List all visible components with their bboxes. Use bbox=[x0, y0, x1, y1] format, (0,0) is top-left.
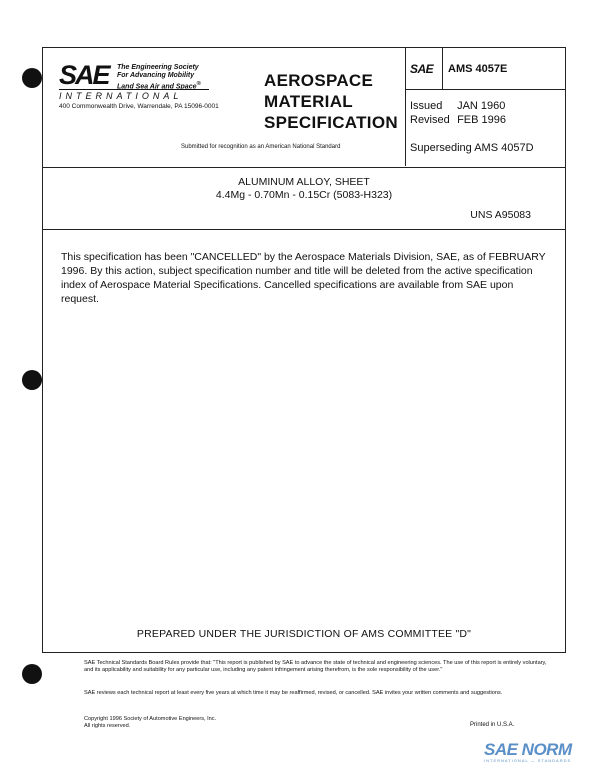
ams-number: AMS 4057E bbox=[448, 63, 508, 75]
printed-in: Printed in U.S.A. bbox=[470, 722, 515, 728]
footer-copyright: Copyright 1996 Society of Automotive Engineers, Inc. All rights reserved. bbox=[84, 716, 217, 729]
sae-logo-mark: SAE bbox=[59, 60, 109, 90]
committee-jurisdiction: PREPARED UNDER THE JURISDICTION OF AMS COMMITTEE "D" bbox=[136, 628, 472, 640]
footer-rules: SAE Technical Standards Board Rules provide that: "This report is published by SAE to advance the state of technical and engineering sciences. The use of this report is entirely voluntary, and its applicability and suitability for any particular use, including any patent infringement arising therefrom, is the sole responsibility of the user." bbox=[84, 660, 547, 673]
cancellation-notice: This specification has been "CANCELLED" by the Aerospace Materials Division, SAE, as of FEBRUARY 1996. By this action, subject specification number and title will be deleted from the active specification index of Aerospace Material Specifications. Cancelled specifications are available from SAE upon request. bbox=[61, 251, 546, 305]
sae-norm-watermark: SAE NORM INTERNATIONAL — STANDARDS bbox=[484, 740, 572, 763]
binder-hole-top bbox=[22, 68, 42, 88]
binder-hole-bottom bbox=[22, 664, 42, 684]
issued-row: Issued JAN 1960 bbox=[410, 100, 506, 112]
document-header bbox=[43, 48, 565, 168]
uns-number: UNS A95083 bbox=[470, 209, 531, 221]
document-type-title: AEROSPACE MATERIAL SPECIFICATION bbox=[264, 71, 398, 132]
ams-number-row bbox=[406, 48, 566, 90]
sae-address: 400 Commonwealth Drive, Warrendale, PA 15096-0001 bbox=[59, 103, 219, 110]
document-info-box bbox=[405, 48, 566, 166]
specification-subject bbox=[43, 168, 565, 230]
subject-composition: 4.4Mg - 0.70Mn - 0.15Cr (5083-H323) bbox=[215, 189, 393, 201]
binder-hole-middle bbox=[22, 370, 42, 390]
ansi-submission-note: Submitted for recognition as an American National Standard bbox=[181, 144, 341, 150]
footer-review: SAE reviews each technical report at least every five years at which time it may be reaffirmed, revised, or cancelled. SAE invites your written comments and suggestions. bbox=[84, 690, 503, 696]
sae-logo-tagline: The Engineering Society For Advancing Mobility Land Sea Air and Space® bbox=[117, 64, 201, 91]
revised-row: Revised FEB 1996 bbox=[410, 114, 506, 126]
issued-date: JAN 1960 bbox=[457, 100, 506, 112]
sae-small-logo: SAE bbox=[410, 62, 434, 76]
subject-title: ALUMINUM ALLOY, SHEET bbox=[238, 176, 370, 188]
sae-logo-international: INTERNATIONAL bbox=[59, 89, 209, 101]
document-frame bbox=[42, 47, 566, 653]
revised-date: FEB 1996 bbox=[457, 114, 506, 126]
superseding-note: Superseding AMS 4057D bbox=[410, 142, 534, 154]
